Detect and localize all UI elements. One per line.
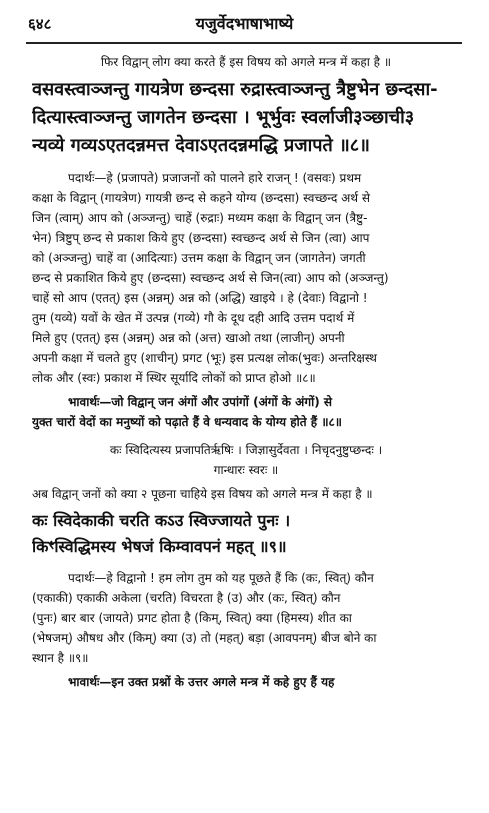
padartha-8-line: को (अञ्जन्तु) चाहें वा (आदित्याः) उत्तम कक्षा के विद्वान् जन (जागतेन) जगती bbox=[32, 251, 366, 265]
padartha-9-line: (पुनः) बार बार (जायते) प्रगट होता है (किम्, स्वित्) क्या (हिमस्य) शीत का bbox=[32, 611, 352, 625]
bhavartha-8 bbox=[32, 392, 460, 432]
padartha-9-line: स्थान है ॥९॥ bbox=[32, 651, 89, 665]
mantra-8-line: दित्यास्त्वाञ्जन्तु जागतेन छन्दसा । भूर्भुवः स्वर्लाजी३ञ्छाची३ bbox=[32, 107, 415, 128]
mantra-8 bbox=[32, 76, 460, 160]
padartha-8-line: तुम (यव्ये) यवों के खेत में उत्पन्न (गव्ये) गौ के दूध दही आदि उत्तम पदार्थ में bbox=[32, 311, 355, 325]
padartha-8-line: मिले हुए (एतत्) इस (अन्नम्) अन्न को (अत्त) खाओ तथा (लाजीन्) अपनी bbox=[32, 331, 345, 345]
padartha-8-line: भेन) त्रिष्टुप् छन्द से प्रकाश किये हुए (छन्दसा) स्वच्छन्द अर्थ से जिन (त्वा) आप bbox=[32, 231, 370, 245]
padartha-8-line: पदार्थः—हे (प्रजापते) प्रजाजनों को पालने हारे राजन् ! (वसवः) प्रथम bbox=[68, 171, 362, 185]
padartha-8-line: जिन (त्वाम्) आप को (अञ्जन्तु) चाहें (रुद्राः) मध्यम कक्षा के विद्वान् जन (त्रैष्टु- bbox=[32, 211, 368, 225]
padartha-9-line: (एकाकी) एकाकी अकेला (चरति) विचरता है (उ) और (कः, स्वित्) कौन bbox=[32, 591, 341, 605]
padartha-9-line: (भेषजम्) औषध और (किम्) क्या (उ) तो (महत्) बड़ा (आवपनम्) बीज बोने का bbox=[32, 631, 377, 645]
mantra-8-line: वसवस्त्वाञ्जन्तु गायत्रेण छन्दसा रुद्रास्त्वाञ्जन्तु त्रैष्टुभेन छन्दसा- bbox=[32, 79, 438, 100]
padartha-8-line: अपनी कक्षा में चलते हुए (शाचीन्) प्रगट (भूः) इस प्रत्यक्ष लोक(भुवः) अन्तरिक्षस्थ bbox=[32, 351, 377, 365]
mantra-9-line: किꣳस्विद्धिमस्य भेषजं किम्वावपनं महत् ॥९॥ bbox=[32, 537, 287, 556]
padartha-8-line: छन्द से प्रकाशित किये हुए (छन्दसा) स्वच्छन्द अर्थ से जिन(त्वा) आप को (अञ्जन्तु) bbox=[32, 271, 389, 285]
section1-intro: फिर विद्वान् लोग क्या करते हैं इस विषय को अगले मन्त्र में कहा है ॥ bbox=[100, 55, 392, 69]
running-title: यजुर्वेदभाषाभाष्ये bbox=[195, 14, 294, 33]
padartha-8-line: चाहें सो आप (एतत्) इस (अन्नम्) अन्न को (अद्धि) खाइये । हे (देवाः) विद्वानो ! bbox=[32, 291, 368, 305]
bhavartha-8-line: भावार्थः—जो विद्वान् जन अंगों और उपांगों (अंगों के अंगों) से bbox=[68, 395, 332, 409]
mantra-9-meta bbox=[32, 440, 460, 480]
bhavartha-9-line: भावार्थः—इन उक्त प्रश्नों के उत्तर अगले मन्त्र में कहे हुए हैं यह bbox=[68, 675, 335, 689]
padartha-9 bbox=[32, 568, 460, 668]
padartha-8-line: कक्षा के विद्वान् (गायत्रेण) गायत्री छन्द से कहने योग्य (छन्दसा) स्वच्छन्द अर्थ से bbox=[32, 191, 370, 205]
mantra-8-line: न्यव्ये गव्यऽएतदन्नमत्त देवाऽएतदन्नमद्धि प्रजापते ॥८॥ bbox=[32, 135, 370, 156]
padartha-8 bbox=[32, 168, 460, 388]
mantra-9 bbox=[32, 508, 460, 560]
mantra-9-line: कः स्विदेकाकी चरति कऽउ स्विज्जायते पुनः । bbox=[32, 511, 291, 530]
section2-intro: अब विद्वान् जनों को क्या २ पूछना चाहिये इस विषय को अगले मन्त्र में कहा है ॥ bbox=[32, 487, 373, 501]
padartha-9-line: पदार्थः—हे विद्वानो ! हम लोग तुम को यह पूछते हैं कि (कः, स्वित्) कौन bbox=[68, 571, 374, 585]
svara: गान्धारः स्वरः ॥ bbox=[213, 463, 279, 477]
bhavartha-8-line: युक्त चारों वेदों का मनुष्यों को पढ़ाते हैं वे धन्यवाद के योग्य होते हैं ॥८॥ bbox=[32, 415, 342, 429]
page-body bbox=[32, 52, 460, 692]
header-rule bbox=[26, 42, 462, 44]
padartha-8-line: लोक और (स्वः) प्रकाश में स्थिर सूर्यादि लोकों को प्राप्त होओ ॥८॥ bbox=[32, 371, 316, 385]
rishi-devata-chhand: कः स्विदित्यस्य प्रजापतिर्ऋषिः । जिज्ञासुर्देवता । निचृदनुष्टुप्छन्दः । bbox=[109, 443, 383, 457]
page-header bbox=[0, 0, 489, 46]
page-number: ६४८ bbox=[28, 15, 52, 33]
